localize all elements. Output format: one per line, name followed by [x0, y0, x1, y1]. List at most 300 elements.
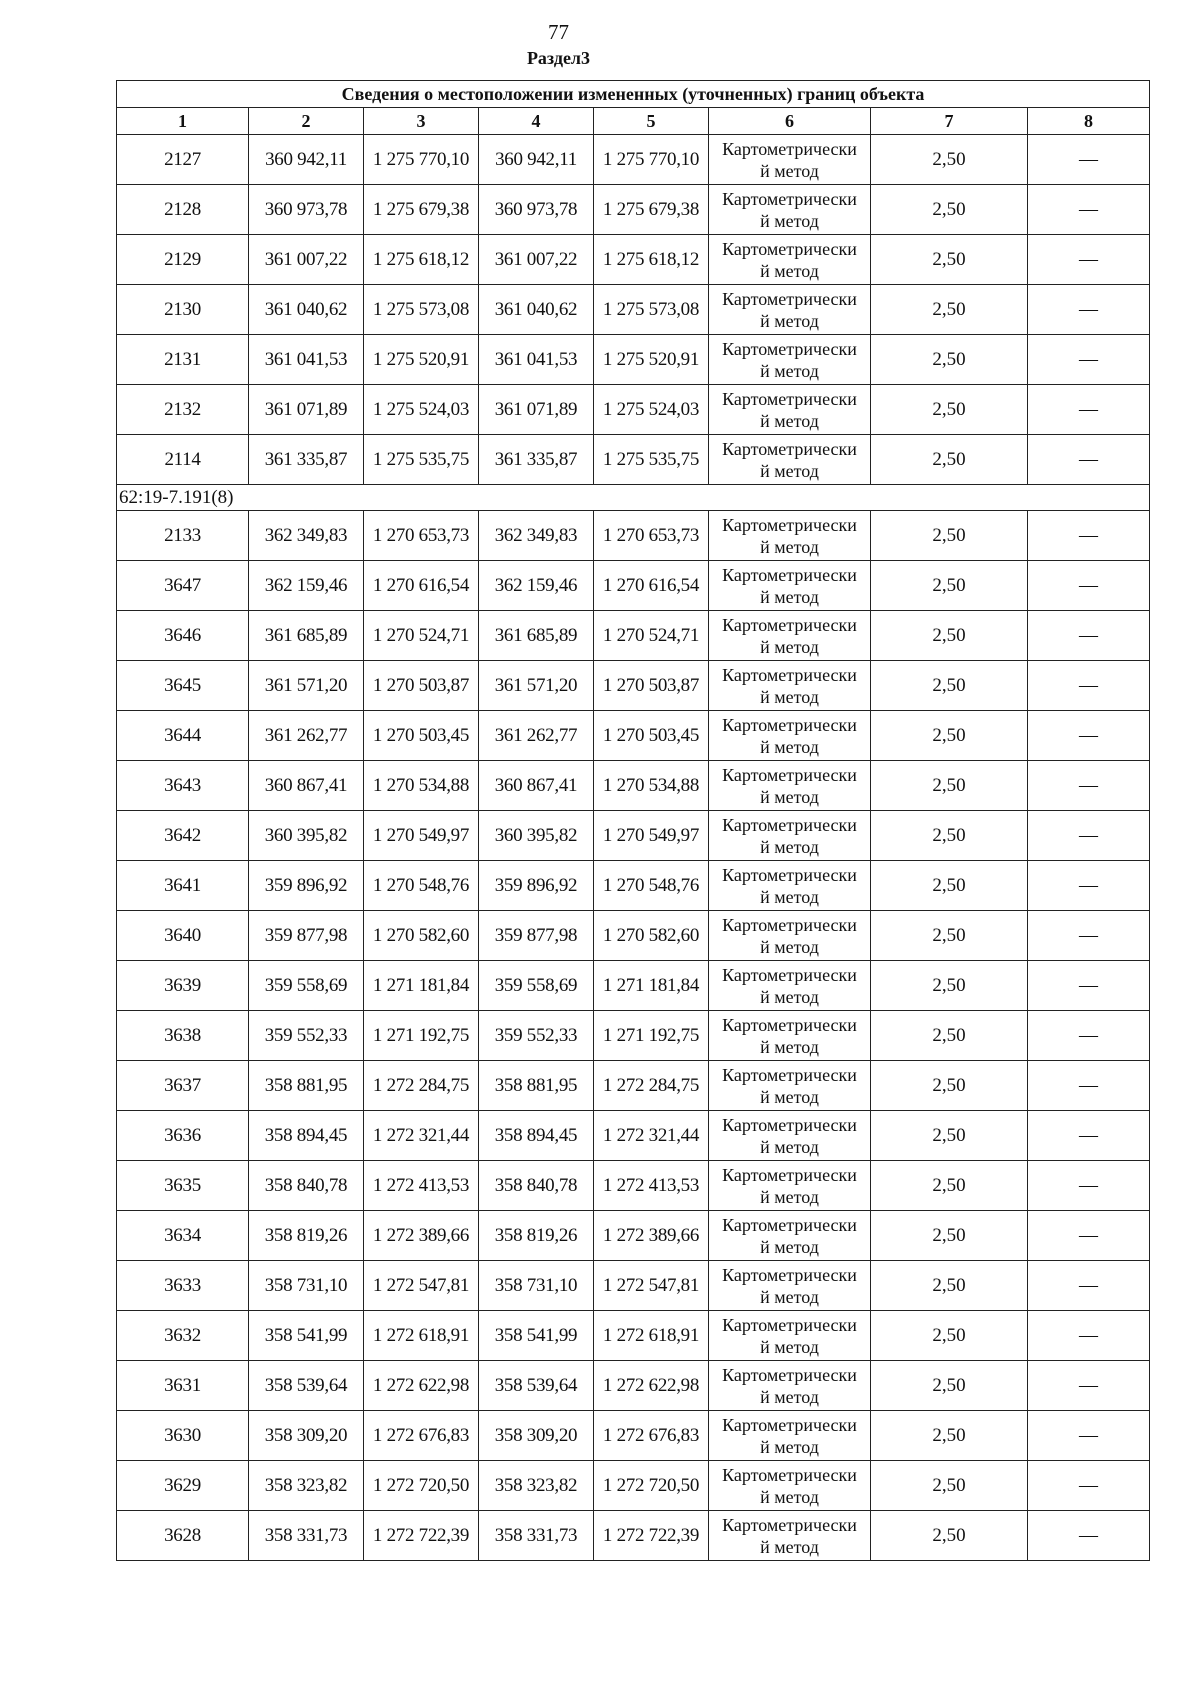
point-number-cell: 3638 [117, 1011, 249, 1061]
description-cell: — [1028, 1161, 1150, 1211]
accuracy-cell: 2,50 [871, 385, 1028, 435]
table-row [117, 285, 1150, 335]
table-row [117, 811, 1150, 861]
x-new-coordinate-cell: 359 558,69 [479, 961, 594, 1011]
y-new-coordinate-cell: 1 275 520,91 [594, 335, 709, 385]
accuracy-cell: 2,50 [871, 561, 1028, 611]
x-coordinate-cell: 362 159,46 [249, 561, 364, 611]
table-row [117, 1161, 1150, 1211]
x-coordinate-cell: 358 819,26 [249, 1211, 364, 1261]
description-cell: — [1028, 135, 1150, 185]
method-line-1: Картометрически [722, 1364, 857, 1385]
description-cell: — [1028, 1211, 1150, 1261]
table-row [117, 335, 1150, 385]
point-number-cell: 3647 [117, 561, 249, 611]
table-row [117, 1361, 1150, 1411]
method-line-1: Картометрически [722, 1114, 857, 1135]
method-cell [709, 911, 871, 961]
accuracy-cell: 2,50 [871, 1361, 1028, 1411]
point-number-cell: 3640 [117, 911, 249, 961]
table-row [117, 961, 1150, 1011]
x-coordinate-cell: 360 973,78 [249, 185, 364, 235]
y-new-coordinate-cell: 1 275 535,75 [594, 435, 709, 485]
point-number-cell: 2133 [117, 511, 249, 561]
method-line-2: й метод [760, 260, 819, 281]
accuracy-cell: 2,50 [871, 611, 1028, 661]
method-line-2: й метод [760, 160, 819, 181]
y-coordinate-cell: 1 272 413,53 [364, 1161, 479, 1211]
y-coordinate-cell: 1 271 181,84 [364, 961, 479, 1011]
table-row [117, 185, 1150, 235]
y-coordinate-cell: 1 272 284,75 [364, 1061, 479, 1111]
method-cell [709, 235, 871, 285]
method-cell [709, 1211, 871, 1261]
accuracy-cell: 2,50 [871, 435, 1028, 485]
y-coordinate-cell: 1 272 389,66 [364, 1211, 479, 1261]
accuracy-cell: 2,50 [871, 1461, 1028, 1511]
table-row [117, 661, 1150, 711]
method-line-1: Картометрически [722, 1314, 857, 1335]
method-cell [709, 611, 871, 661]
y-coordinate-cell: 1 275 520,91 [364, 335, 479, 385]
table-row [117, 711, 1150, 761]
column-header-4: 4 [479, 108, 594, 135]
method-line-2: й метод [760, 1086, 819, 1107]
method-cell [709, 561, 871, 611]
point-number-cell: 3630 [117, 1411, 249, 1461]
point-number-cell: 3643 [117, 761, 249, 811]
y-new-coordinate-cell: 1 270 503,45 [594, 711, 709, 761]
table-caption: Сведения о местоположении измененных (уточненных) границ объекта [117, 81, 1150, 108]
x-coordinate-cell: 361 040,62 [249, 285, 364, 335]
method-line-1: Картометрически [722, 438, 857, 459]
method-cell [709, 961, 871, 1011]
description-cell: — [1028, 1361, 1150, 1411]
method-line-2: й метод [760, 1186, 819, 1207]
table-row [117, 911, 1150, 961]
y-coordinate-cell: 1 270 534,88 [364, 761, 479, 811]
column-header-row [117, 108, 1150, 135]
y-coordinate-cell: 1 275 535,75 [364, 435, 479, 485]
description-cell: — [1028, 1511, 1150, 1561]
method-line-2: й метод [760, 886, 819, 907]
method-cell [709, 335, 871, 385]
point-number-cell: 2114 [117, 435, 249, 485]
point-number-cell: 3641 [117, 861, 249, 911]
y-new-coordinate-cell: 1 272 676,83 [594, 1411, 709, 1461]
y-coordinate-cell: 1 272 618,91 [364, 1311, 479, 1361]
table-row [117, 1311, 1150, 1361]
method-line-2: й метод [760, 360, 819, 381]
description-cell: — [1028, 1461, 1150, 1511]
point-number-cell: 3631 [117, 1361, 249, 1411]
x-new-coordinate-cell: 362 349,83 [479, 511, 594, 561]
method-line-2: й метод [760, 1436, 819, 1457]
accuracy-cell: 2,50 [871, 661, 1028, 711]
accuracy-cell: 2,50 [871, 285, 1028, 335]
accuracy-cell: 2,50 [871, 135, 1028, 185]
x-new-coordinate-cell: 360 942,11 [479, 135, 594, 185]
method-line-1: Картометрически [722, 964, 857, 985]
method-line-1: Картометрически [722, 564, 857, 585]
method-line-1: Картометрически [722, 864, 857, 885]
method-line-2: й метод [760, 786, 819, 807]
method-line-2: й метод [760, 536, 819, 557]
method-cell [709, 1411, 871, 1461]
method-line-2: й метод [760, 1286, 819, 1307]
accuracy-cell: 2,50 [871, 1511, 1028, 1561]
description-cell: — [1028, 385, 1150, 435]
x-new-coordinate-cell: 358 309,20 [479, 1411, 594, 1461]
y-new-coordinate-cell: 1 272 618,91 [594, 1311, 709, 1361]
column-header-7: 7 [871, 108, 1028, 135]
description-cell: — [1028, 661, 1150, 711]
y-coordinate-cell: 1 271 192,75 [364, 1011, 479, 1061]
table-row [117, 1461, 1150, 1511]
method-line-1: Картометрически [722, 1464, 857, 1485]
x-new-coordinate-cell: 359 552,33 [479, 1011, 594, 1061]
accuracy-cell: 2,50 [871, 711, 1028, 761]
point-number-cell: 2128 [117, 185, 249, 235]
column-header-2: 2 [249, 108, 364, 135]
x-coordinate-cell: 358 331,73 [249, 1511, 364, 1561]
x-new-coordinate-cell: 360 395,82 [479, 811, 594, 861]
x-new-coordinate-cell: 358 731,10 [479, 1261, 594, 1311]
y-new-coordinate-cell: 1 270 534,88 [594, 761, 709, 811]
description-cell: — [1028, 285, 1150, 335]
point-number-cell: 3646 [117, 611, 249, 661]
x-coordinate-cell: 358 894,45 [249, 1111, 364, 1161]
section-title: Раздел3 [526, 48, 591, 68]
x-coordinate-cell: 360 395,82 [249, 811, 364, 861]
y-coordinate-cell: 1 275 770,10 [364, 135, 479, 185]
accuracy-cell: 2,50 [871, 911, 1028, 961]
x-new-coordinate-cell: 360 867,41 [479, 761, 594, 811]
description-cell: — [1028, 511, 1150, 561]
method-line-1: Картометрически [722, 1164, 857, 1185]
point-number-cell: 3628 [117, 1511, 249, 1561]
method-line-1: Картометрически [722, 764, 857, 785]
x-coordinate-cell: 358 539,64 [249, 1361, 364, 1411]
x-coordinate-cell: 358 323,82 [249, 1461, 364, 1511]
x-new-coordinate-cell: 359 877,98 [479, 911, 594, 961]
y-new-coordinate-cell: 1 275 679,38 [594, 185, 709, 235]
description-cell: — [1028, 1011, 1150, 1061]
x-coordinate-cell: 361 071,89 [249, 385, 364, 435]
point-number-cell: 3645 [117, 661, 249, 711]
table-row [117, 1211, 1150, 1261]
x-new-coordinate-cell: 361 335,87 [479, 435, 594, 485]
method-line-1: Картометрически [722, 814, 857, 835]
y-new-coordinate-cell: 1 271 192,75 [594, 1011, 709, 1061]
method-line-2: й метод [760, 836, 819, 857]
method-line-2: й метод [760, 586, 819, 607]
x-coordinate-cell: 359 896,92 [249, 861, 364, 911]
x-new-coordinate-cell: 358 323,82 [479, 1461, 594, 1511]
method-cell [709, 511, 871, 561]
method-cell [709, 1111, 871, 1161]
x-new-coordinate-cell: 362 159,46 [479, 561, 594, 611]
x-coordinate-cell: 360 942,11 [249, 135, 364, 185]
y-coordinate-cell: 1 270 524,71 [364, 611, 479, 661]
method-line-2: й метод [760, 310, 819, 331]
point-number-cell: 3633 [117, 1261, 249, 1311]
x-new-coordinate-cell: 361 571,20 [479, 661, 594, 711]
point-number-cell: 2130 [117, 285, 249, 335]
x-coordinate-cell: 361 262,77 [249, 711, 364, 761]
point-number-cell: 3634 [117, 1211, 249, 1261]
description-cell: — [1028, 235, 1150, 285]
x-new-coordinate-cell: 361 071,89 [479, 385, 594, 435]
point-number-cell: 3635 [117, 1161, 249, 1211]
accuracy-cell: 2,50 [871, 1261, 1028, 1311]
description-cell: — [1028, 335, 1150, 385]
method-line-1: Картометрически [722, 1014, 857, 1035]
x-coordinate-cell: 361 685,89 [249, 611, 364, 661]
column-header-5: 5 [594, 108, 709, 135]
method-line-1: Картометрически [722, 1214, 857, 1235]
point-number-cell: 3637 [117, 1061, 249, 1111]
x-new-coordinate-cell: 358 331,73 [479, 1511, 594, 1561]
column-header-6: 6 [709, 108, 871, 135]
method-line-1: Картометрически [722, 614, 857, 635]
table-row [117, 135, 1150, 185]
description-cell: — [1028, 761, 1150, 811]
accuracy-cell: 2,50 [871, 811, 1028, 861]
y-new-coordinate-cell: 1 270 524,71 [594, 611, 709, 661]
point-number-cell: 3639 [117, 961, 249, 1011]
accuracy-cell: 2,50 [871, 1061, 1028, 1111]
method-line-1: Картометрически [722, 138, 857, 159]
method-cell [709, 811, 871, 861]
method-line-2: й метод [760, 986, 819, 1007]
x-coordinate-cell: 358 840,78 [249, 1161, 364, 1211]
column-header-8: 8 [1028, 108, 1150, 135]
method-line-2: й метод [760, 1236, 819, 1257]
group-label: 62:19-7.191(8) [117, 485, 1150, 511]
y-new-coordinate-cell: 1 272 622,98 [594, 1361, 709, 1411]
method-line-1: Картометрически [722, 338, 857, 359]
accuracy-cell: 2,50 [871, 961, 1028, 1011]
y-new-coordinate-cell: 1 270 503,87 [594, 661, 709, 711]
x-coordinate-cell: 361 041,53 [249, 335, 364, 385]
y-new-coordinate-cell: 1 272 321,44 [594, 1111, 709, 1161]
table-row [117, 1511, 1150, 1561]
description-cell: — [1028, 961, 1150, 1011]
method-line-1: Картометрически [722, 388, 857, 409]
x-new-coordinate-cell: 361 007,22 [479, 235, 594, 285]
accuracy-cell: 2,50 [871, 761, 1028, 811]
y-new-coordinate-cell: 1 272 547,81 [594, 1261, 709, 1311]
point-number-cell: 2132 [117, 385, 249, 435]
y-coordinate-cell: 1 272 321,44 [364, 1111, 479, 1161]
x-new-coordinate-cell: 360 973,78 [479, 185, 594, 235]
method-line-1: Картометрически [722, 188, 857, 209]
y-coordinate-cell: 1 270 653,73 [364, 511, 479, 561]
method-line-1: Картометрически [722, 1064, 857, 1085]
method-line-2: й метод [760, 936, 819, 957]
x-coordinate-cell: 359 877,98 [249, 911, 364, 961]
y-coordinate-cell: 1 270 548,76 [364, 861, 479, 911]
accuracy-cell: 2,50 [871, 1411, 1028, 1461]
method-cell [709, 435, 871, 485]
group-row [117, 485, 1150, 511]
y-new-coordinate-cell: 1 270 582,60 [594, 911, 709, 961]
method-line-2: й метод [760, 1486, 819, 1507]
method-line-2: й метод [760, 460, 819, 481]
method-line-2: й метод [760, 1136, 819, 1157]
accuracy-cell: 2,50 [871, 1311, 1028, 1361]
x-new-coordinate-cell: 358 894,45 [479, 1111, 594, 1161]
x-new-coordinate-cell: 358 819,26 [479, 1211, 594, 1261]
description-cell: — [1028, 1311, 1150, 1361]
accuracy-cell: 2,50 [871, 1011, 1028, 1061]
table-row [117, 1011, 1150, 1061]
accuracy-cell: 2,50 [871, 1111, 1028, 1161]
x-coordinate-cell: 358 541,99 [249, 1311, 364, 1361]
y-coordinate-cell: 1 270 582,60 [364, 911, 479, 961]
description-cell: — [1028, 1261, 1150, 1311]
method-cell [709, 861, 871, 911]
method-line-1: Картометрически [722, 514, 857, 535]
method-cell [709, 1361, 871, 1411]
y-new-coordinate-cell: 1 275 770,10 [594, 135, 709, 185]
method-line-2: й метод [760, 736, 819, 757]
method-line-2: й метод [760, 1386, 819, 1407]
y-coordinate-cell: 1 272 622,98 [364, 1361, 479, 1411]
y-coordinate-cell: 1 275 573,08 [364, 285, 479, 335]
point-number-cell: 3629 [117, 1461, 249, 1511]
method-line-2: й метод [760, 636, 819, 657]
y-new-coordinate-cell: 1 275 618,12 [594, 235, 709, 285]
y-new-coordinate-cell: 1 271 181,84 [594, 961, 709, 1011]
x-coordinate-cell: 359 552,33 [249, 1011, 364, 1061]
method-line-1: Картометрически [722, 714, 857, 735]
x-new-coordinate-cell: 361 040,62 [479, 285, 594, 335]
column-header-1: 1 [117, 108, 249, 135]
y-new-coordinate-cell: 1 272 720,50 [594, 1461, 709, 1511]
x-new-coordinate-cell: 358 881,95 [479, 1061, 594, 1111]
method-line-2: й метод [760, 210, 819, 231]
x-coordinate-cell: 358 731,10 [249, 1261, 364, 1311]
y-coordinate-cell: 1 270 616,54 [364, 561, 479, 611]
point-number-cell: 2131 [117, 335, 249, 385]
description-cell: — [1028, 611, 1150, 661]
y-new-coordinate-cell: 1 270 548,76 [594, 861, 709, 911]
method-line-1: Картометрически [722, 664, 857, 685]
table-row [117, 1061, 1150, 1111]
description-cell: — [1028, 1411, 1150, 1461]
description-cell: — [1028, 185, 1150, 235]
method-line-2: й метод [760, 1336, 819, 1357]
description-cell: — [1028, 861, 1150, 911]
y-new-coordinate-cell: 1 275 573,08 [594, 285, 709, 335]
x-coordinate-cell: 361 571,20 [249, 661, 364, 711]
table-row [117, 435, 1150, 485]
method-cell [709, 711, 871, 761]
y-coordinate-cell: 1 270 549,97 [364, 811, 479, 861]
table-row [117, 1261, 1150, 1311]
y-new-coordinate-cell: 1 270 549,97 [594, 811, 709, 861]
description-cell: — [1028, 1061, 1150, 1111]
method-line-1: Картометрически [722, 238, 857, 259]
x-new-coordinate-cell: 361 685,89 [479, 611, 594, 661]
table-row [117, 561, 1150, 611]
column-header-3: 3 [364, 108, 479, 135]
table-row [117, 385, 1150, 435]
method-line-1: Картометрически [722, 1414, 857, 1435]
method-cell [709, 1261, 871, 1311]
point-number-cell: 3642 [117, 811, 249, 861]
x-coordinate-cell: 358 881,95 [249, 1061, 364, 1111]
x-coordinate-cell: 362 349,83 [249, 511, 364, 561]
accuracy-cell: 2,50 [871, 1211, 1028, 1261]
y-coordinate-cell: 1 272 547,81 [364, 1261, 479, 1311]
y-coordinate-cell: 1 272 720,50 [364, 1461, 479, 1511]
y-coordinate-cell: 1 275 524,03 [364, 385, 479, 435]
description-cell: — [1028, 561, 1150, 611]
y-new-coordinate-cell: 1 272 389,66 [594, 1211, 709, 1261]
method-line-2: й метод [760, 686, 819, 707]
point-number-cell: 3636 [117, 1111, 249, 1161]
method-cell [709, 1311, 871, 1361]
y-new-coordinate-cell: 1 272 413,53 [594, 1161, 709, 1211]
x-new-coordinate-cell: 358 539,64 [479, 1361, 594, 1411]
boundary-coordinates-table [116, 80, 1150, 1561]
accuracy-cell: 2,50 [871, 335, 1028, 385]
x-coordinate-cell: 361 335,87 [249, 435, 364, 485]
description-cell: — [1028, 911, 1150, 961]
y-new-coordinate-cell: 1 272 284,75 [594, 1061, 709, 1111]
method-cell [709, 185, 871, 235]
accuracy-cell: 2,50 [871, 1161, 1028, 1211]
x-new-coordinate-cell: 358 840,78 [479, 1161, 594, 1211]
x-coordinate-cell: 359 558,69 [249, 961, 364, 1011]
accuracy-cell: 2,50 [871, 185, 1028, 235]
x-new-coordinate-cell: 361 262,77 [479, 711, 594, 761]
method-cell [709, 1011, 871, 1061]
method-cell [709, 1061, 871, 1111]
method-cell [709, 285, 871, 335]
method-line-1: Картометрически [722, 288, 857, 309]
method-cell [709, 1461, 871, 1511]
y-new-coordinate-cell: 1 270 616,54 [594, 561, 709, 611]
point-number-cell: 3644 [117, 711, 249, 761]
method-cell [709, 1511, 871, 1561]
x-coordinate-cell: 358 309,20 [249, 1411, 364, 1461]
method-line-2: й метод [760, 1036, 819, 1057]
method-line-1: Картометрически [722, 1514, 857, 1535]
method-line-1: Картометрически [722, 914, 857, 935]
method-cell [709, 135, 871, 185]
method-cell [709, 761, 871, 811]
y-coordinate-cell: 1 272 722,39 [364, 1511, 479, 1561]
table-row [117, 761, 1150, 811]
method-line-1: Картометрически [722, 1264, 857, 1285]
point-number-cell: 2127 [117, 135, 249, 185]
accuracy-cell: 2,50 [871, 511, 1028, 561]
method-cell [709, 661, 871, 711]
method-cell [709, 385, 871, 435]
table-row [117, 1411, 1150, 1461]
method-line-2: й метод [760, 410, 819, 431]
y-new-coordinate-cell: 1 270 653,73 [594, 511, 709, 561]
y-coordinate-cell: 1 270 503,87 [364, 661, 479, 711]
method-line-2: й метод [760, 1536, 819, 1557]
table-row [117, 511, 1150, 561]
accuracy-cell: 2,50 [871, 235, 1028, 285]
point-number-cell: 3632 [117, 1311, 249, 1361]
